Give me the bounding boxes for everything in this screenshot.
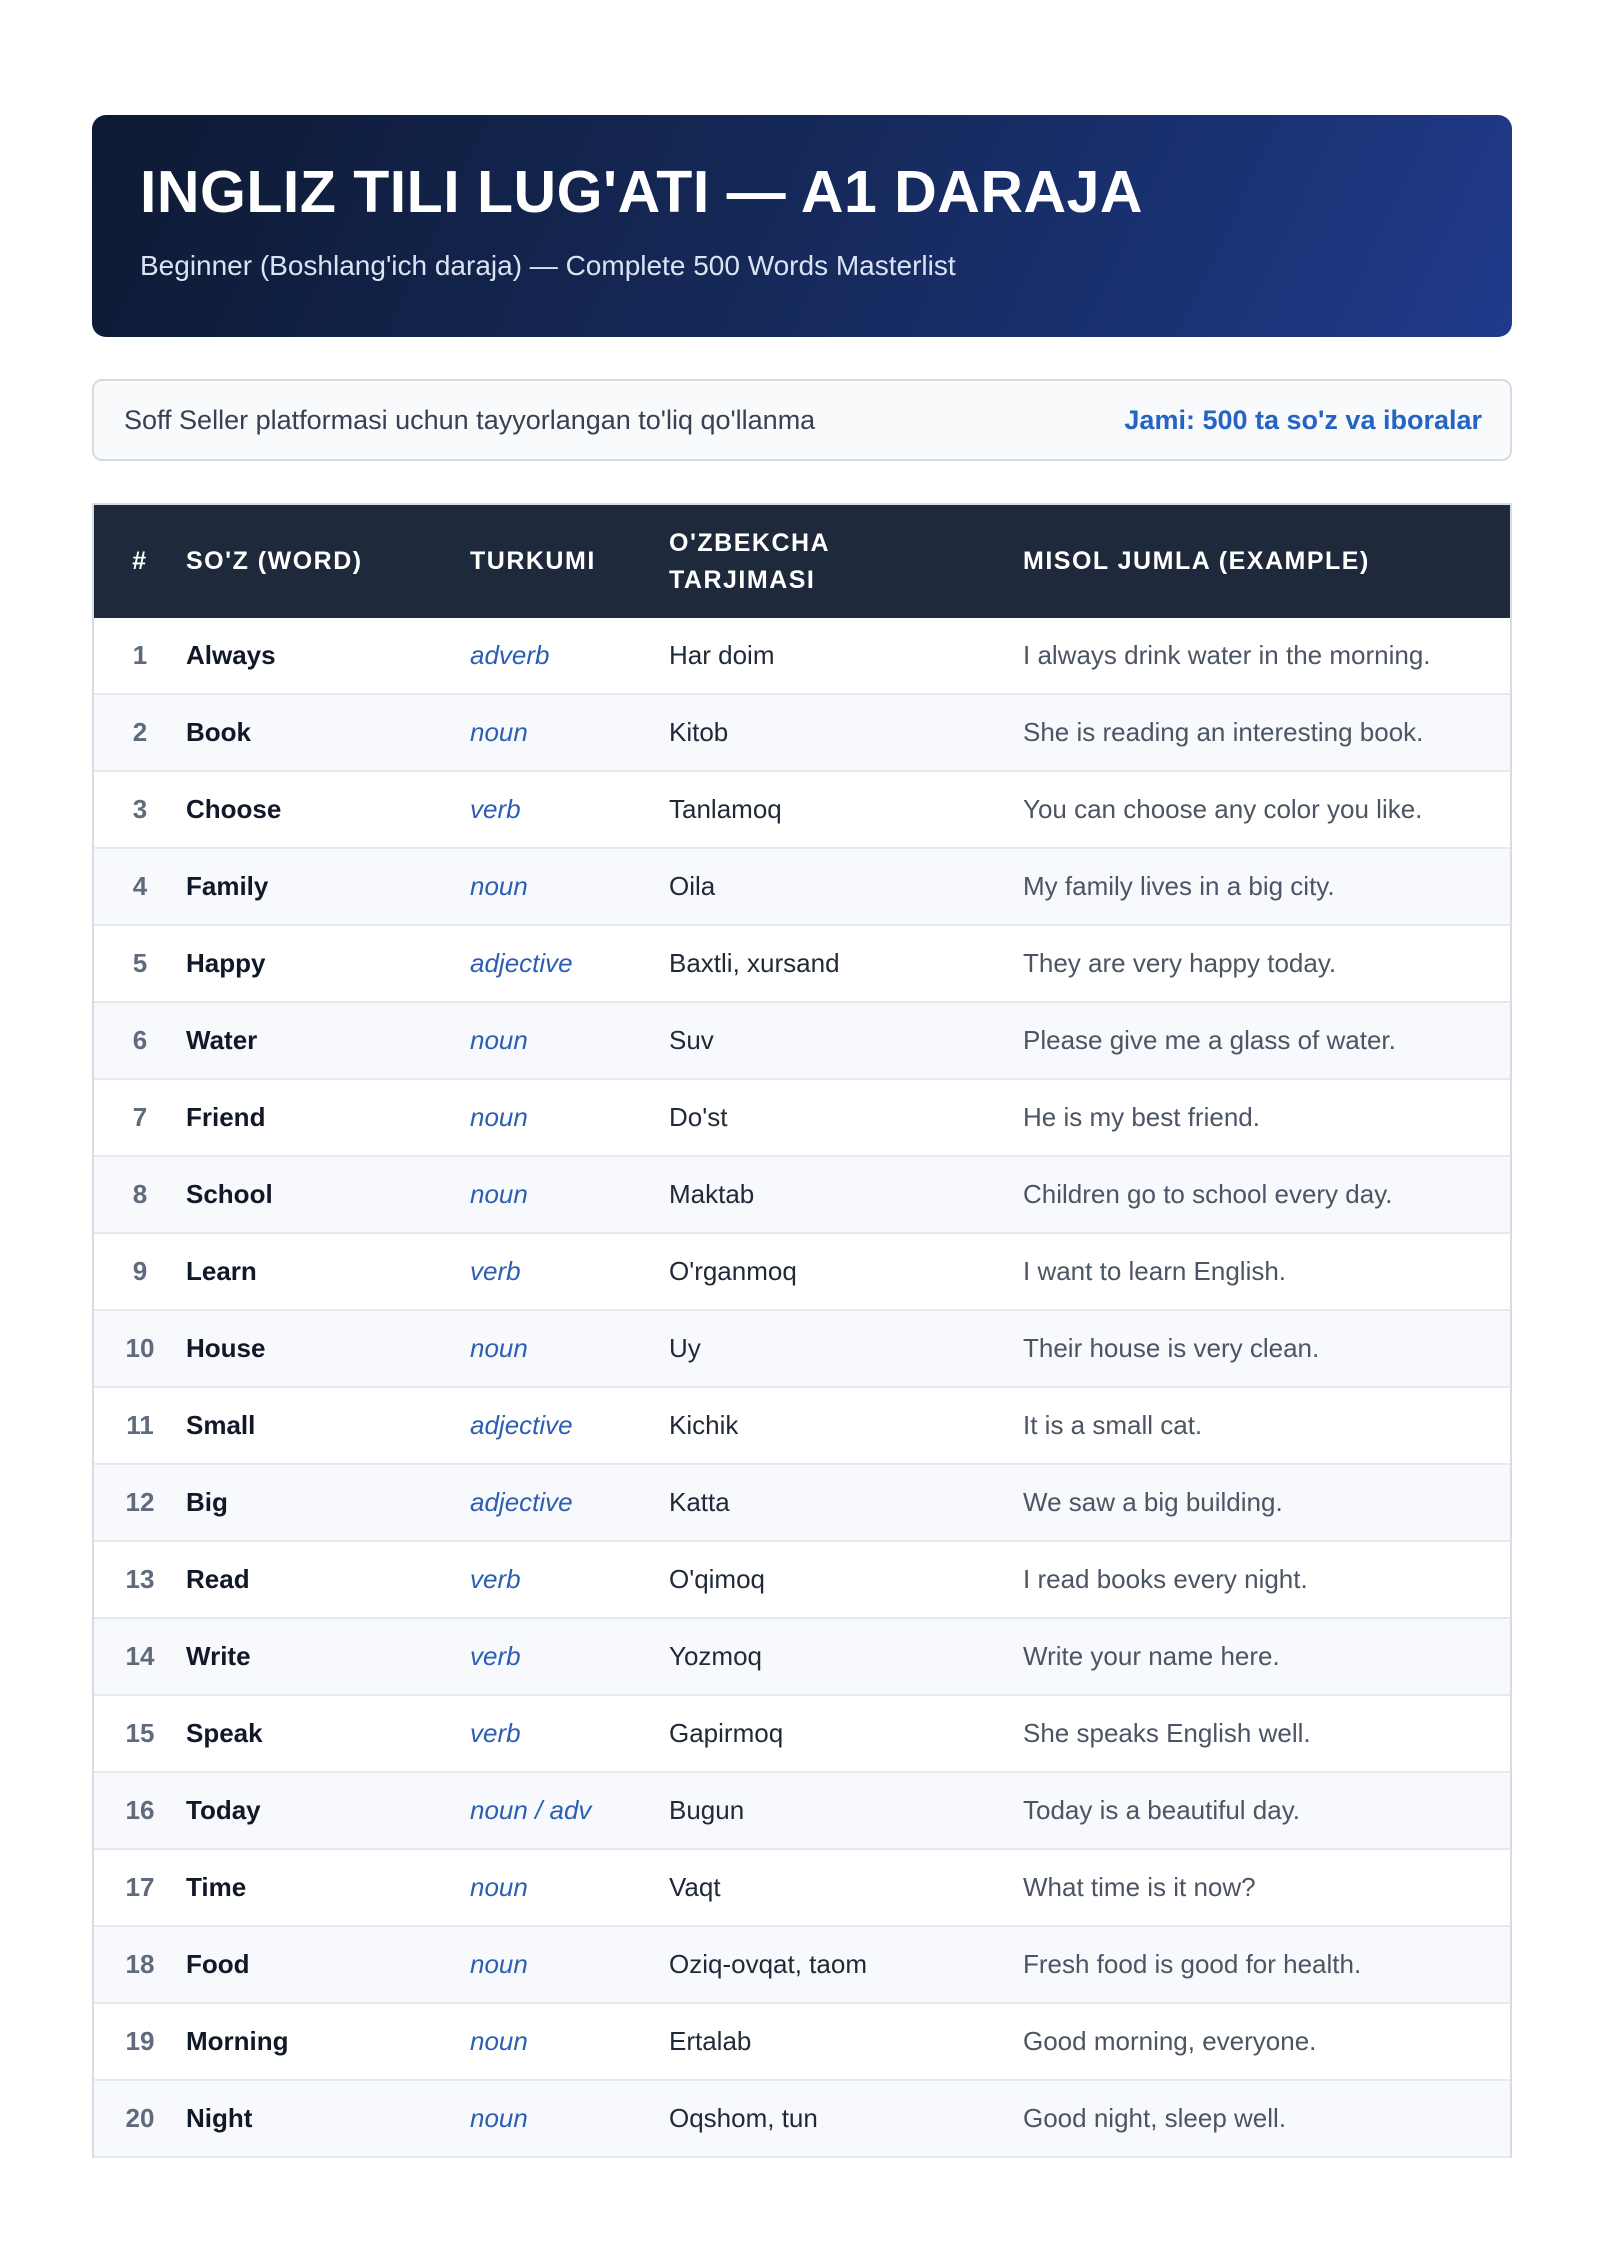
vocabulary-table (94, 505, 1510, 2158)
row-number: 13 (94, 1541, 186, 1618)
translation-cell: Kichik (669, 1387, 1023, 1464)
example-cell: It is a small cat. (1023, 1387, 1510, 1464)
part-of-speech-cell: adjective (470, 1387, 669, 1464)
word-cell: Night (186, 2080, 470, 2157)
table-row (94, 1310, 1510, 1387)
row-number: 2 (94, 694, 186, 771)
vocabulary-table-container (92, 503, 1512, 2158)
translation-cell: O'rganmoq (669, 1233, 1023, 1310)
table-row (94, 1926, 1510, 2003)
part-of-speech-cell: verb (470, 1233, 669, 1310)
word-cell: Speak (186, 1695, 470, 1772)
table-row (94, 1156, 1510, 1233)
part-of-speech-cell: adverb (470, 618, 669, 694)
row-number: 1 (94, 618, 186, 694)
word-cell: House (186, 1310, 470, 1387)
part-of-speech-cell: noun (470, 1002, 669, 1079)
word-cell: School (186, 1156, 470, 1233)
row-number: 10 (94, 1310, 186, 1387)
part-of-speech-cell: noun (470, 1156, 669, 1233)
table-body (94, 618, 1510, 2157)
word-cell: Book (186, 694, 470, 771)
translation-cell: Uy (669, 1310, 1023, 1387)
example-cell: What time is it now? (1023, 1849, 1510, 1926)
word-cell: Food (186, 1926, 470, 2003)
example-cell: Children go to school every day. (1023, 1156, 1510, 1233)
word-cell: Read (186, 1541, 470, 1618)
part-of-speech-cell: noun (470, 2003, 669, 2080)
translation-cell: Yozmoq (669, 1618, 1023, 1695)
example-cell: Their house is very clean. (1023, 1310, 1510, 1387)
example-cell: Today is a beautiful day. (1023, 1772, 1510, 1849)
table-row (94, 1772, 1510, 1849)
translation-cell: Oziq-ovqat, taom (669, 1926, 1023, 2003)
table-row (94, 618, 1510, 694)
translation-cell: Kitob (669, 694, 1023, 771)
example-cell: I always drink water in the morning. (1023, 618, 1510, 694)
example-cell: He is my best friend. (1023, 1079, 1510, 1156)
word-cell: Time (186, 1849, 470, 1926)
row-number: 11 (94, 1387, 186, 1464)
row-number: 5 (94, 925, 186, 1002)
table-row (94, 1464, 1510, 1541)
row-number: 19 (94, 2003, 186, 2080)
row-number: 18 (94, 1926, 186, 2003)
translation-cell: Oila (669, 848, 1023, 925)
table-row (94, 2080, 1510, 2157)
table-row (94, 1849, 1510, 1926)
part-of-speech-cell: verb (470, 1695, 669, 1772)
example-cell: I read books every night. (1023, 1541, 1510, 1618)
word-cell: Write (186, 1618, 470, 1695)
part-of-speech-cell: noun (470, 1310, 669, 1387)
row-number: 17 (94, 1849, 186, 1926)
part-of-speech-cell: verb (470, 1541, 669, 1618)
word-cell: Morning (186, 2003, 470, 2080)
example-cell: Fresh food is good for health. (1023, 1926, 1510, 2003)
part-of-speech-cell: noun (470, 2080, 669, 2157)
row-number: 4 (94, 848, 186, 925)
column-header-number: # (132, 547, 148, 575)
example-cell: My family lives in a big city. (1023, 848, 1510, 925)
word-total: Jami: 500 ta so'z va iboralar (1124, 404, 1482, 435)
example-cell: We saw a big building. (1023, 1464, 1510, 1541)
example-cell: Write your name here. (1023, 1618, 1510, 1695)
part-of-speech-cell: noun (470, 848, 669, 925)
page-title: INGLIZ TILI LUG'ATI — A1 DARAJA (140, 159, 1144, 225)
table-row (94, 925, 1510, 1002)
word-cell: Choose (186, 771, 470, 848)
column-header-translation (669, 505, 1023, 618)
column-header-translation-label: O'ZBEKCHA TARJIMASI (669, 528, 830, 594)
table-row (94, 848, 1510, 925)
info-description: Soff Seller platformasi uchun tayyorlangan to'liq qo'llanma (124, 404, 816, 435)
row-number: 20 (94, 2080, 186, 2157)
translation-cell: Katta (669, 1464, 1023, 1541)
example-cell: She is reading an interesting book. (1023, 694, 1510, 771)
translation-cell: Vaqt (669, 1849, 1023, 1926)
word-cell: Family (186, 848, 470, 925)
translation-cell: Bugun (669, 1772, 1023, 1849)
title-banner (92, 115, 1512, 337)
table-row (94, 1002, 1510, 1079)
column-header-part-of-speech: TURKUMI (470, 547, 596, 575)
table-row (94, 1233, 1510, 1310)
row-number: 12 (94, 1464, 186, 1541)
translation-cell: Suv (669, 1002, 1023, 1079)
column-header-word: SO'Z (WORD) (186, 547, 363, 575)
part-of-speech-cell: adjective (470, 925, 669, 1002)
word-cell: Big (186, 1464, 470, 1541)
example-cell: She speaks English well. (1023, 1695, 1510, 1772)
table-row (94, 1079, 1510, 1156)
word-cell: Friend (186, 1079, 470, 1156)
table-row (94, 1541, 1510, 1618)
table-row (94, 1618, 1510, 1695)
word-cell: Always (186, 618, 470, 694)
word-cell: Small (186, 1387, 470, 1464)
table-row (94, 771, 1510, 848)
word-cell: Learn (186, 1233, 470, 1310)
column-header-example: MISOL JUMLA (EXAMPLE) (1023, 547, 1370, 575)
translation-cell: Har doim (669, 618, 1023, 694)
part-of-speech-cell: verb (470, 1618, 669, 1695)
word-cell: Today (186, 1772, 470, 1849)
translation-cell: Do'st (669, 1079, 1023, 1156)
table-row (94, 2003, 1510, 2080)
row-number: 14 (94, 1618, 186, 1695)
table-row (94, 1695, 1510, 1772)
translation-cell: Maktab (669, 1156, 1023, 1233)
translation-cell: Tanlamoq (669, 771, 1023, 848)
word-cell: Water (186, 1002, 470, 1079)
example-cell: Good morning, everyone. (1023, 2003, 1510, 2080)
part-of-speech-cell: noun (470, 1849, 669, 1926)
table-row (94, 1387, 1510, 1464)
row-number: 6 (94, 1002, 186, 1079)
translation-cell: Oqshom, tun (669, 2080, 1023, 2157)
example-cell: Please give me a glass of water. (1023, 1002, 1510, 1079)
part-of-speech-cell: adjective (470, 1464, 669, 1541)
page-subtitle: Beginner (Boshlang'ich daraja) — Complete 500 Words Masterlist (140, 250, 956, 281)
example-cell: You can choose any color you like. (1023, 771, 1510, 848)
example-cell: Good night, sleep well. (1023, 2080, 1510, 2157)
word-cell: Happy (186, 925, 470, 1002)
row-number: 8 (94, 1156, 186, 1233)
document-page (92, 115, 1512, 2158)
example-cell: They are very happy today. (1023, 925, 1510, 1002)
row-number: 15 (94, 1695, 186, 1772)
part-of-speech-cell: noun (470, 694, 669, 771)
translation-cell: O'qimoq (669, 1541, 1023, 1618)
info-bar (92, 379, 1512, 461)
row-number: 7 (94, 1079, 186, 1156)
example-cell: I want to learn English. (1023, 1233, 1510, 1310)
translation-cell: Ertalab (669, 2003, 1023, 2080)
part-of-speech-cell: noun (470, 1926, 669, 2003)
row-number: 9 (94, 1233, 186, 1310)
translation-cell: Baxtli, xursand (669, 925, 1023, 1002)
table-row (94, 694, 1510, 771)
part-of-speech-cell: noun / adv (470, 1772, 669, 1849)
table-header-row (94, 505, 1510, 618)
row-number: 3 (94, 771, 186, 848)
translation-cell: Gapirmoq (669, 1695, 1023, 1772)
part-of-speech-cell: verb (470, 771, 669, 848)
part-of-speech-cell: noun (470, 1079, 669, 1156)
row-number: 16 (94, 1772, 186, 1849)
